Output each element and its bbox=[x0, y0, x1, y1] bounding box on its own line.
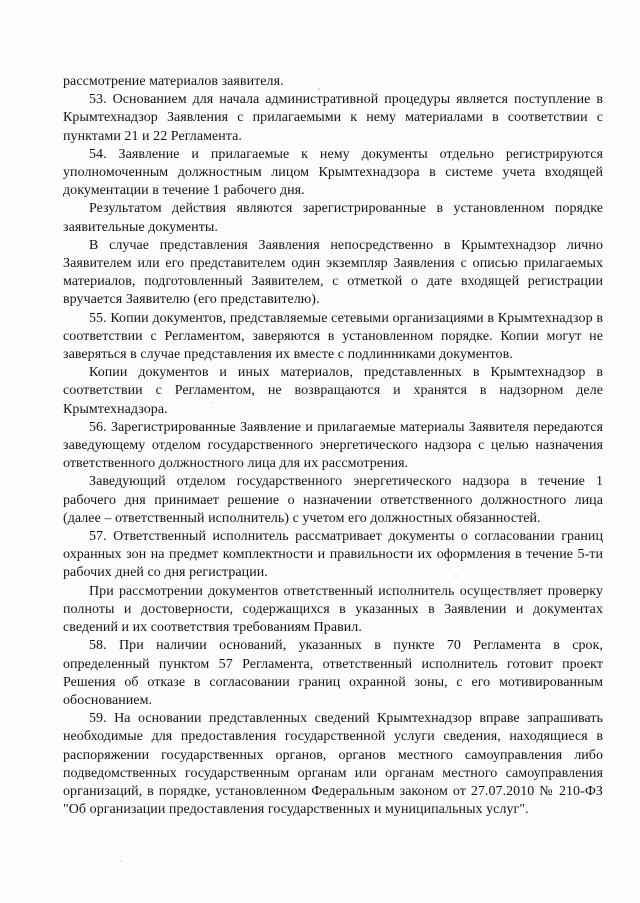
paragraph-personal-submission: В случае представления Заявления непосредственно в Крымтехнадзор лично Заявителем или его представителем один экземпляр Заявления с описью прилагаемых материалов, подготовленный Заявителем, с отметкой о дате входящей регистрации вручается Заявителю (его представителю). bbox=[63, 237, 603, 308]
scan-speck bbox=[318, 88, 320, 90]
scan-speck bbox=[120, 860, 121, 862]
paragraph-57: 57. Ответственный исполнитель рассматривает документы о согласовании границ охранных зон на предмет комплектности и правильности их оформления в течение 5-ти рабочих дней со дня регистрации. bbox=[63, 529, 603, 581]
paragraph-continuation: рассмотрение материалов заявителя. bbox=[63, 74, 284, 89]
paragraph-copies: Копии документов и иных материалов, представленных в Крымтехнадзор в соответствии с Регламентом, не возвращаются и хранятся в надзорном деле Крымтехнадзора. bbox=[63, 365, 603, 417]
paragraph-59: 59. На основании представленных сведений Крымтехнадзор вправе запрашивать необходимые для предоставления государственной услуги сведения, находящиеся в распоряжении государственных органов, органов местного самоуправления либо подведомственных государственным органам или органам местного самоуправления организаций, в порядке, установленном Федеральным законом от 27.07.2010 № 210-ФЗ "Об организации предоставления государственных и муниципальных услуг". bbox=[63, 711, 603, 818]
paragraph-53: 53. Основанием для начала административной процедуры является поступление в Крымтехнадзор Заявления с прилагаемыми к нему материалами в соответствии с пунктами 21 и 22 Регламента. bbox=[63, 92, 603, 144]
paragraph-review: При рассмотрении документов ответственный исполнитель осуществляет проверку полноты и достоверности, содержащихся в указанных в Заявлении и документах сведений и их соответствия требованиям Правил. bbox=[63, 583, 603, 636]
paragraph-58: 58. При наличии оснований, указанных в пункте 70 Регламента в срок, определенный пунктом 57 Регламента, ответственный исполнитель готовит проект Решения об отказе в согласовании границ охранной зоны, с его мотивированным обоснованием. bbox=[63, 638, 603, 708]
scan-speck bbox=[212, 402, 214, 403]
paragraph-head-decision: Заведующий отделом государственного энергетического надзора в течение 1 рабочего дня принимает решение о назначении ответственного должностного лица (далее – ответственный исполнитель) с учетом его должностных обязанностей. bbox=[63, 474, 603, 526]
paragraph-55: 55. Копии документов, представляемые сетевыми организациями в Крымтехнадзор в соответствии с Регламентом, заверяются в установленном порядке. Копии могут не заверяться в случае представления их вместе с подлинниками документов. bbox=[63, 310, 603, 363]
document-body bbox=[63, 73, 603, 819]
paragraph-result: Результатом действия являются зарегистрированные в установленном порядке заявительные документы. bbox=[63, 201, 603, 235]
paragraph-56: 56. Зарегистрированные Заявление и прилагаемые материалы Заявителя передаются заведующему отделом государственного энергетического надзора с целью назначения ответственного должностного лица для их рассмотрения. bbox=[63, 419, 603, 472]
scan-speck bbox=[455, 575, 457, 577]
paragraph-54: 54. Заявление и прилагаемые к нему документы отдельно регистрируются уполномоченным должностным лицом Крымтехнадзора в системе учета входящей документации в течение 1 рабочего дня. bbox=[63, 146, 603, 199]
